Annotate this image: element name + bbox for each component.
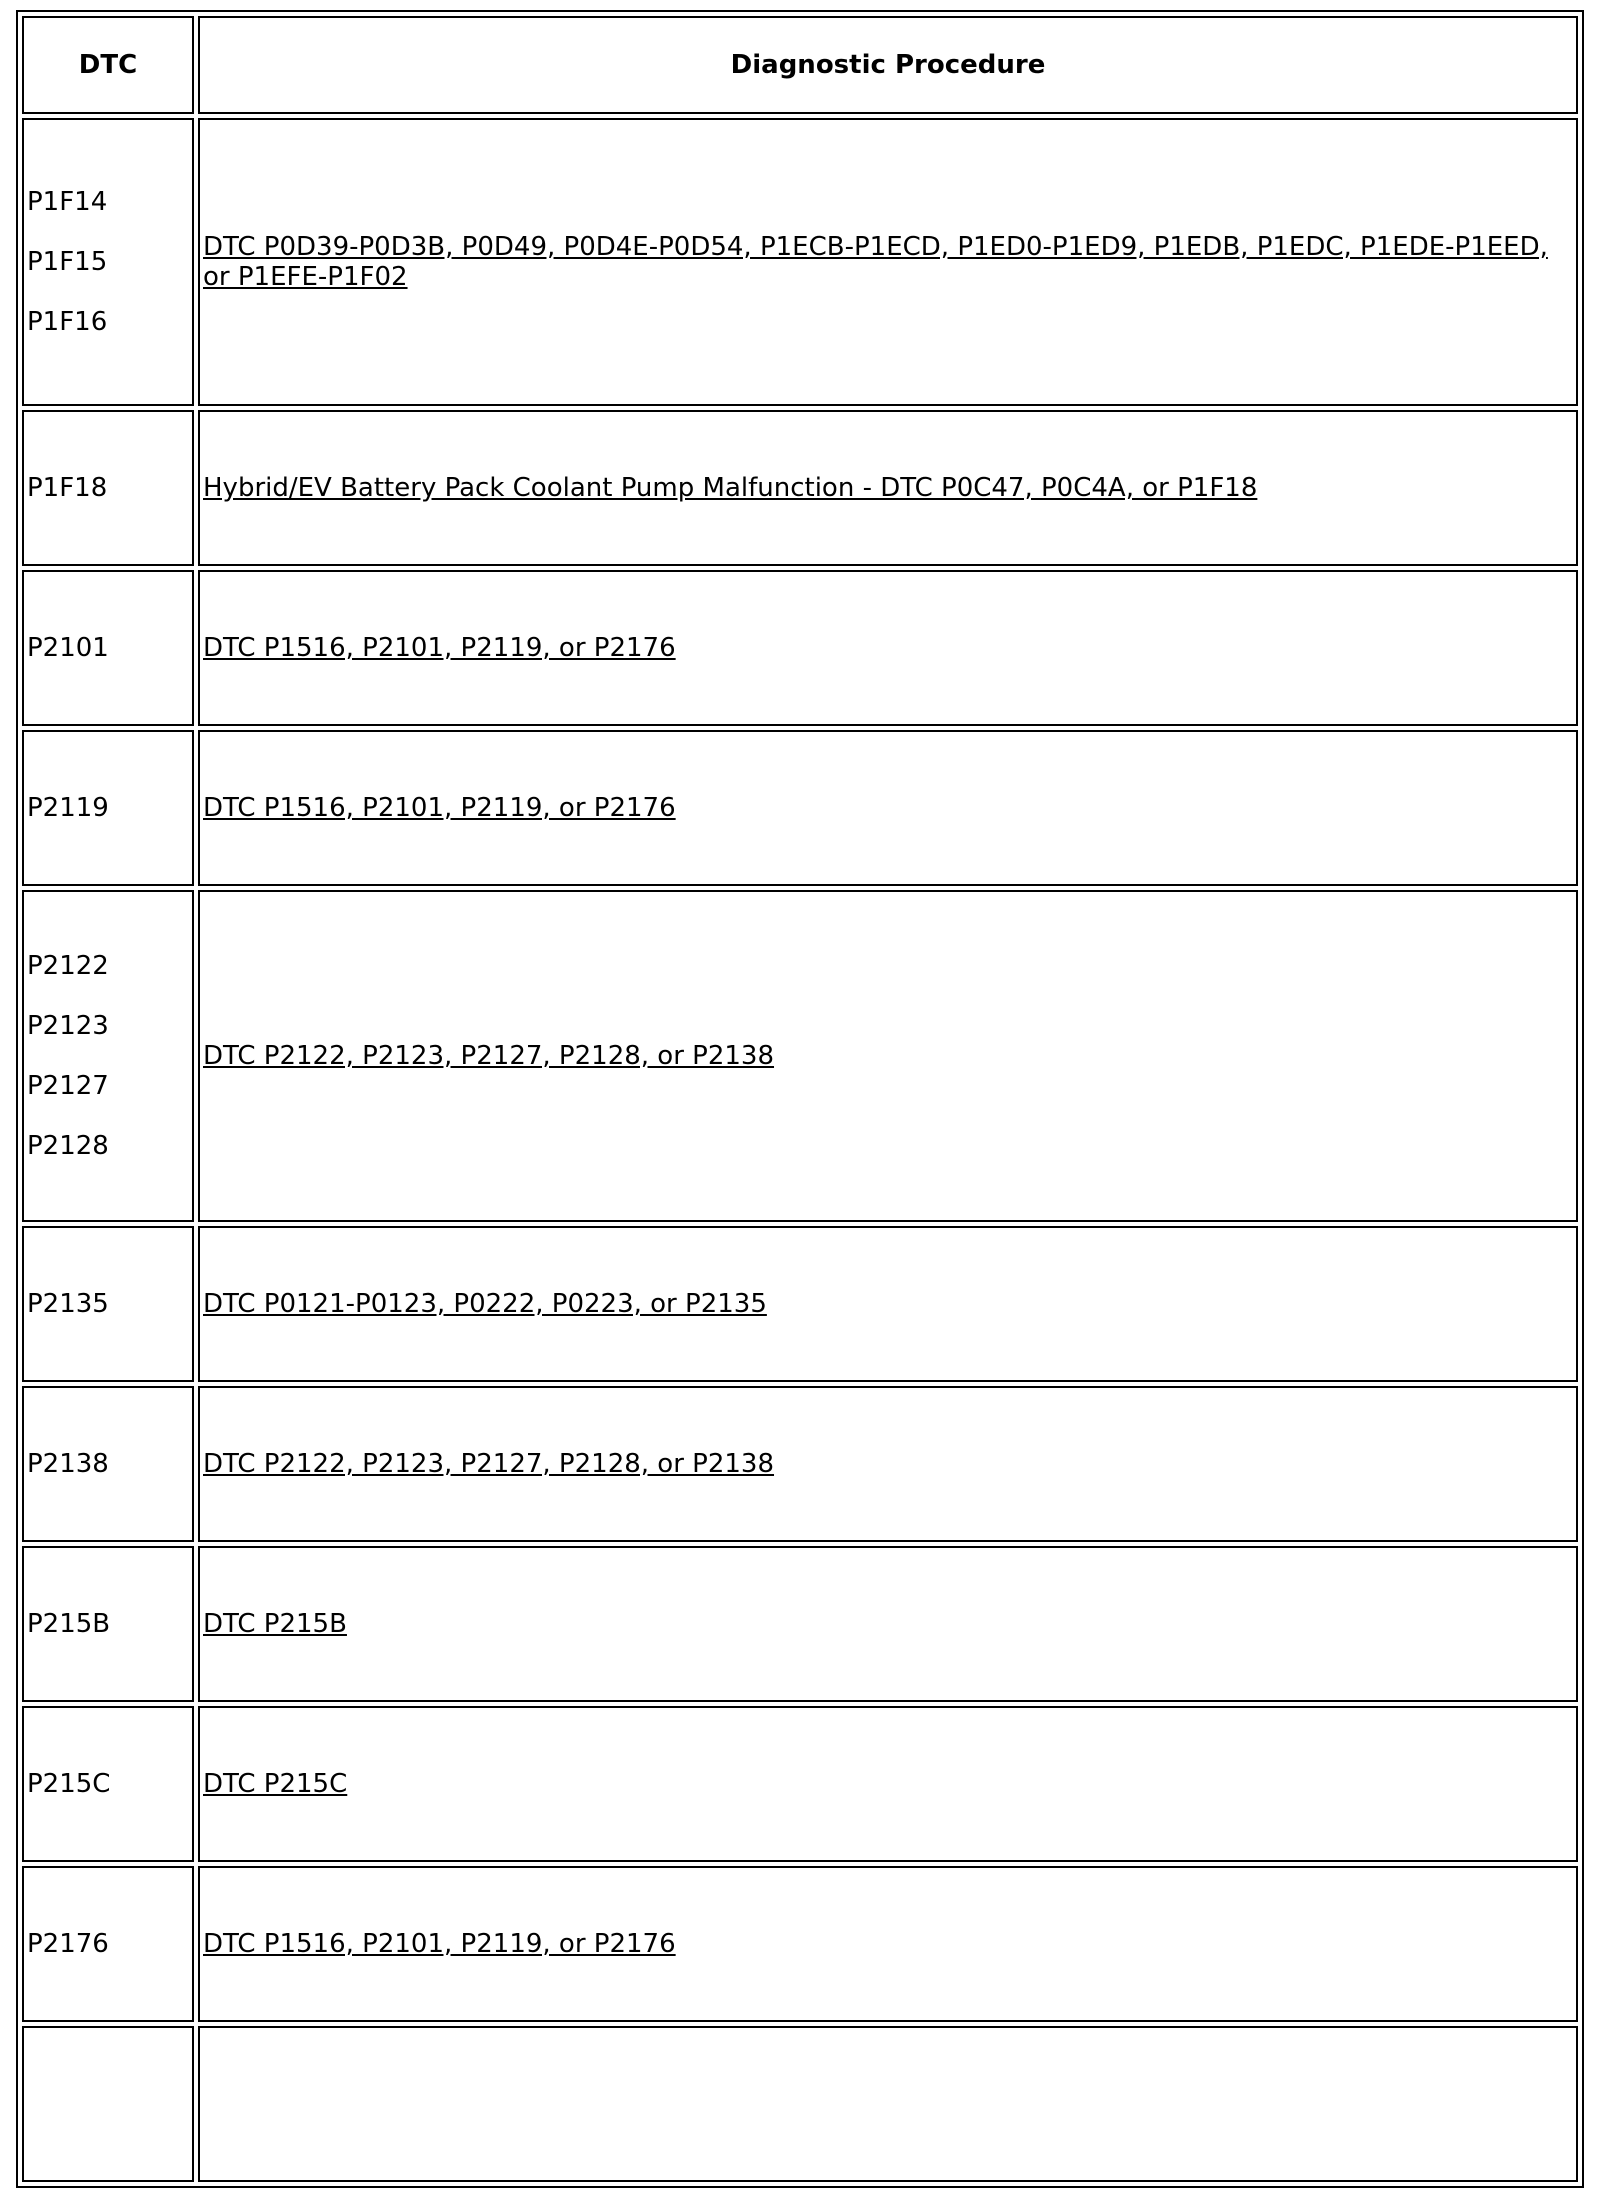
table-row xyxy=(22,730,1578,886)
procedure-cell xyxy=(198,1866,1578,2022)
procedure-link[interactable]: DTC P2122, P2123, P2127, P2128, or P2138 xyxy=(203,1449,775,1479)
table-row xyxy=(22,118,1578,406)
column-header-dtc: DTC xyxy=(22,16,194,114)
dtc-code: P2101 xyxy=(27,633,109,663)
table-row xyxy=(22,2026,1578,2182)
procedure-link[interactable]: Hybrid/EV Battery Pack Coolant Pump Malfunction - DTC P0C47, P0C4A, or P1F18 xyxy=(203,473,1258,503)
dtc-document xyxy=(16,10,1584,2188)
dtc-cell xyxy=(22,118,194,406)
dtc-code: P1F18 xyxy=(27,473,108,503)
procedure-link[interactable]: DTC P0121-P0123, P0222, P0223, or P2135 xyxy=(203,1289,767,1319)
table-row xyxy=(22,1546,1578,1702)
procedure-link[interactable]: DTC P215C xyxy=(203,1769,348,1799)
procedure-cell xyxy=(198,1226,1578,1382)
table-row xyxy=(22,410,1578,566)
table-row xyxy=(22,1386,1578,1542)
dtc-cell xyxy=(22,1706,194,1862)
procedure-cell xyxy=(198,890,1578,1222)
procedure-link[interactable]: DTC P1516, P2101, P2119, or P2176 xyxy=(203,1929,676,1959)
dtc-cell xyxy=(22,1866,194,2022)
dtc-cell xyxy=(22,1546,194,1702)
procedure-cell xyxy=(198,2026,1578,2182)
dtc-code: P1F16 xyxy=(27,307,108,337)
dtc-cell xyxy=(22,1226,194,1382)
procedure-cell xyxy=(198,570,1578,726)
procedure-cell xyxy=(198,118,1578,406)
procedure-cell xyxy=(198,1386,1578,1542)
dtc-code: P2176 xyxy=(27,1929,109,1959)
dtc-code: P2122 xyxy=(27,951,109,981)
column-header-procedure: Diagnostic Procedure xyxy=(198,16,1578,114)
procedure-link[interactable]: DTC P0D39-P0D3B, P0D49, P0D4E-P0D54, P1ECB-P1ECD, P1ED0-P1ED9, P1EDB, P1EDC, P1EDE-P1EED, or P1EFE-P1F02 xyxy=(203,232,1548,292)
procedure-link[interactable]: DTC P2122, P2123, P2127, P2128, or P2138 xyxy=(203,1041,775,1071)
dtc-cell xyxy=(22,570,194,726)
dtc-cell xyxy=(22,730,194,886)
dtc-code: P2135 xyxy=(27,1289,109,1319)
procedure-cell xyxy=(198,1706,1578,1862)
dtc-code: P215B xyxy=(27,1609,111,1639)
dtc-code: P2127 xyxy=(27,1071,109,1101)
dtc-code: P1F15 xyxy=(27,247,108,277)
procedure-link[interactable]: DTC P1516, P2101, P2119, or P2176 xyxy=(203,793,676,823)
dtc-cell xyxy=(22,890,194,1222)
table-row xyxy=(22,1866,1578,2022)
procedure-link[interactable]: DTC P215B xyxy=(203,1609,347,1639)
table-row xyxy=(22,890,1578,1222)
dtc-code: P1F14 xyxy=(27,187,108,217)
procedure-cell xyxy=(198,1546,1578,1702)
procedure-cell xyxy=(198,730,1578,886)
dtc-table xyxy=(16,10,1584,2188)
table-row xyxy=(22,1706,1578,1862)
dtc-code: P2128 xyxy=(27,1131,109,1161)
dtc-cell xyxy=(22,2026,194,2182)
procedure-cell xyxy=(198,410,1578,566)
dtc-code: P2119 xyxy=(27,793,109,823)
dtc-code: P2123 xyxy=(27,1011,109,1041)
procedure-link[interactable]: DTC P1516, P2101, P2119, or P2176 xyxy=(203,633,676,663)
table-header-row xyxy=(22,16,1578,114)
dtc-code: P2138 xyxy=(27,1449,109,1479)
table-row xyxy=(22,570,1578,726)
dtc-code: P215C xyxy=(27,1769,111,1799)
table-row xyxy=(22,1226,1578,1382)
dtc-cell xyxy=(22,410,194,566)
dtc-cell xyxy=(22,1386,194,1542)
